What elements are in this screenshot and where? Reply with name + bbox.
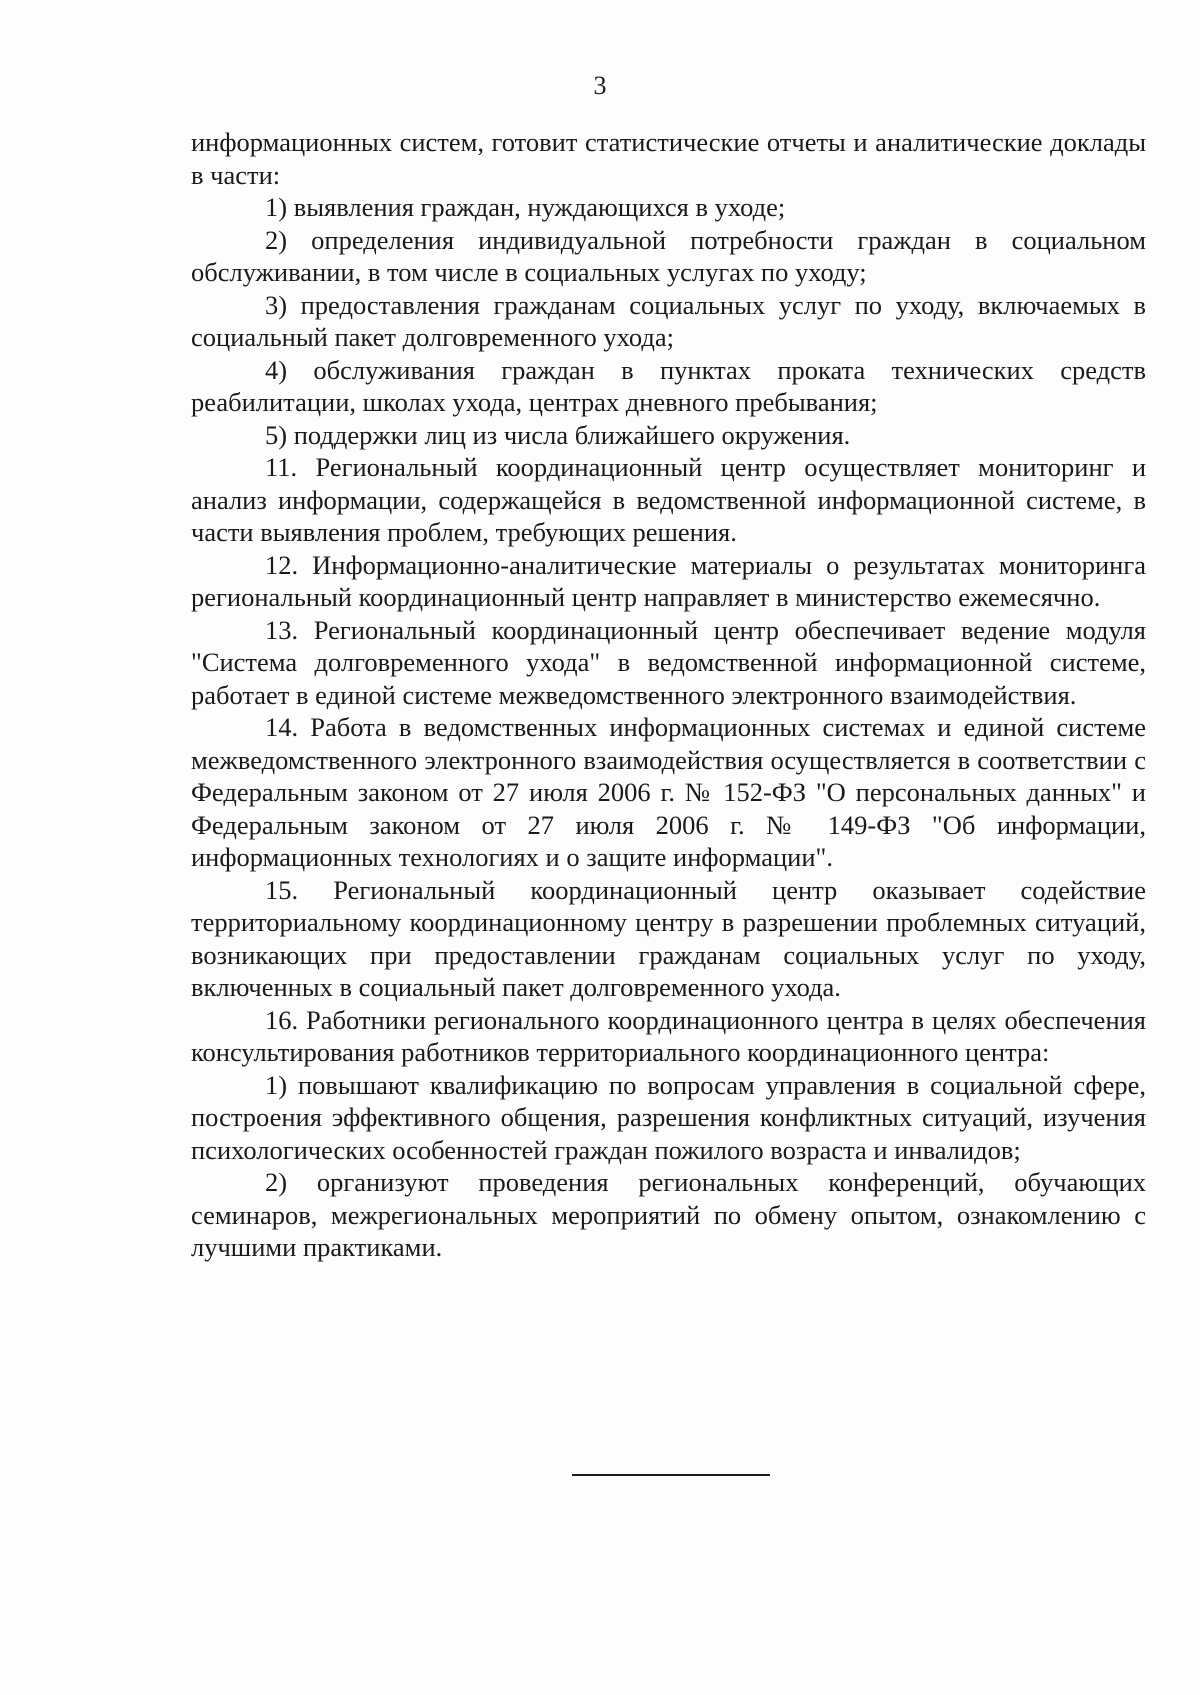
numbered-paragraph: 12. Информационно-аналитические материалы о результатах мониторинга региональный координационный центр направляет в министерство ежемесячно. <box>191 549 1146 612</box>
end-divider <box>572 1474 770 1476</box>
list-item: 4) обслуживания граждан в пунктах проката технических средств реабилитации, школах ухода, центрах дневного пребывания; <box>191 354 1146 417</box>
numbered-paragraph: 16. Работники регионального координационного центра в целях обеспечения консультирования работников территориального координационного центра: <box>191 1004 1146 1067</box>
numbered-paragraph: 11. Региональный координационный центр осуществляет мониторинг и анализ информации, содержащейся в ведомственной информационной системе, в части выявления проблем, требующих решения. <box>191 452 1146 547</box>
list-item: 3) предоставления гражданам социальных услуг по уходу, включаемых в социальный пакет долговременного ухода; <box>191 289 1146 352</box>
document-body <box>191 126 1146 1264</box>
list-item: 2) организуют проведения региональных конференций, обучающих семинаров, межрегиональных мероприятий по обмену опытом, ознакомлению с лучшими практиками. <box>191 1167 1146 1262</box>
list-item: 1) выявления граждан, нуждающихся в уходе; <box>265 192 786 222</box>
list-item: 5) поддержки лиц из числа ближайшего окружения. <box>265 419 851 450</box>
paragraph: информационных систем, готовит статистические отчеты и аналитические доклады в части: <box>191 127 1146 190</box>
list-item: 2) определения индивидуальной потребности граждан в социальном обслуживании, в том числе в социальных услугах по уходу; <box>191 224 1146 287</box>
numbered-paragraph: 13. Региональный координационный центр обеспечивает ведение модуля "Система долговременного ухода" в ведомственной информационной системе, работает в единой системе межведомственного электронного взаимодействия. <box>191 614 1146 710</box>
list-item: 1) повышают квалификацию по вопросам управления в социальной сфере, построения эффективного общения, разрешения конфликтных ситуаций, изучения психологических особенностей граждан пожилого возраста и инвалидов; <box>191 1069 1146 1165</box>
page-number: 3 <box>593 71 607 100</box>
numbered-paragraph: 14. Работа в ведомственных информационных системах и единой системе межведомственного электронного взаимодействия осуществляется в соответствии с Федеральным законом от 27 июля 2006 г. № 152-ФЗ "О персональных данных" и Федеральным законом от 27 июля 2006 г. № 149-ФЗ "Об информации, информационных технологиях и о защите информации". <box>191 712 1146 872</box>
numbered-paragraph: 15. Региональный координационный центр оказывает содействие территориальному координационному центру в разрешении проблемных ситуаций, возникающих при предоставлении гражданам социальных услуг по уходу, включенных в социальный пакет долговременного ухода. <box>191 874 1146 1002</box>
